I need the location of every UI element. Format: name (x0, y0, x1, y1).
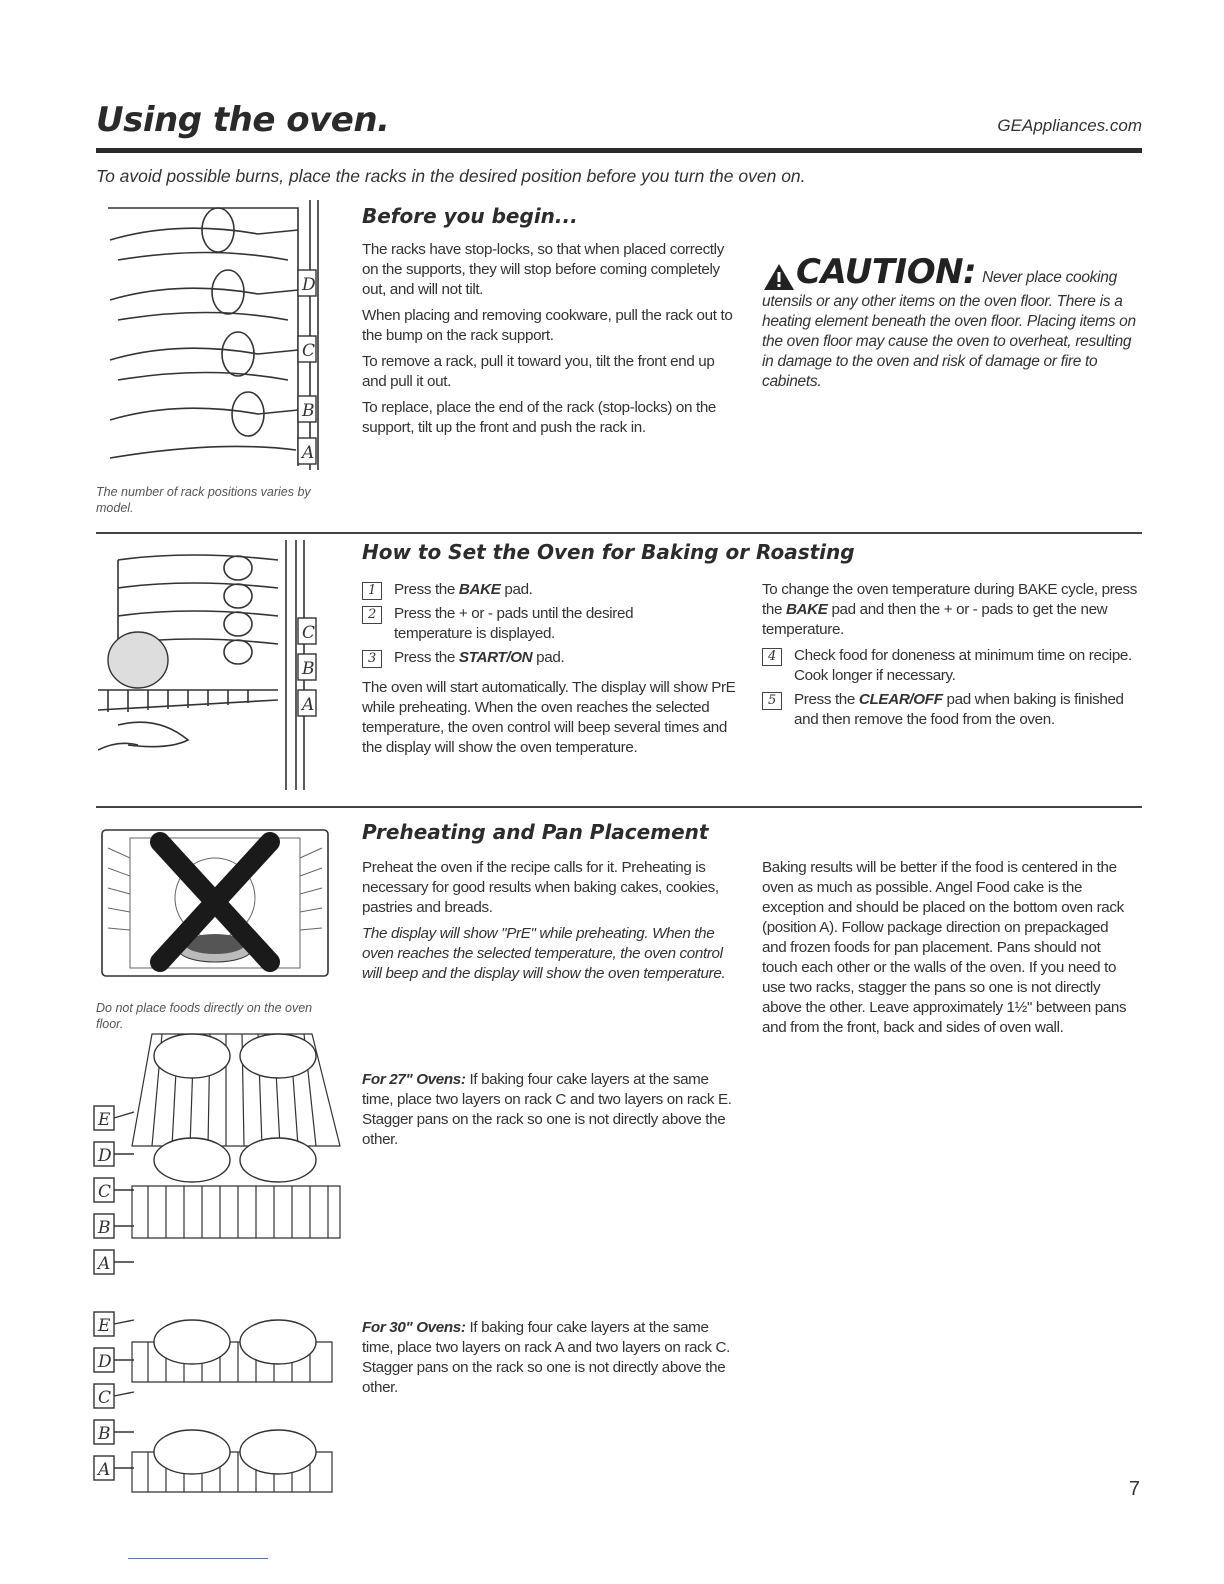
oven-baking-illustration (98, 540, 338, 790)
paragraph: Preheat the oven if the recipe calls for it. Preheating is necessary for good results when baking cakes, cookies, pastries and breads. (362, 859, 719, 916)
rack-label-b: B (98, 1424, 111, 1444)
oven-27-instructions: If baking four cake layers at the same time, place two layers on rack C and two layers on rack E. Stagger pans on the rack so one is not directly above the other. (362, 1071, 732, 1148)
oven-floor-warning-illustration (100, 828, 330, 978)
rack-label-a: A (302, 443, 315, 463)
paragraph: To replace, place the end of the rack (stop-locks) on the support, tilt up the front and push the rack in. (362, 399, 717, 436)
caution-text: utensils or any other items on the oven floor. There is a heating element beneath the oven floor. Placing items on the oven floor may cause the oven to overheat, resulting in damage to the oven and risk of damage or fire to cabinets. (762, 293, 1136, 390)
rack-label-b: B (302, 401, 315, 421)
step-number: 1 (362, 582, 382, 600)
rack-figure-caption: The number of rack positions varies by model. (96, 485, 311, 515)
section-divider (96, 806, 1142, 808)
warning-triangle-icon (762, 262, 796, 292)
rack-label-d: D (302, 275, 316, 295)
caution-box (762, 252, 1142, 392)
oven-30-text (362, 1318, 737, 1404)
baking-heading: How to Set the Oven for Baking or Roasting (362, 540, 855, 564)
caution-word: CAUTION: (796, 252, 977, 292)
oven-27-label: For 27" Ovens: (362, 1071, 466, 1088)
preheating-heading: Preheating and Pan Placement (362, 820, 709, 844)
before-you-begin-text (362, 240, 742, 444)
step-text: Check food for doneness at minimum time on recipe. Cook longer if necessary. (794, 647, 1132, 684)
footer-line (128, 1558, 268, 1559)
oven-27-text (362, 1070, 737, 1156)
step-5 (762, 690, 1142, 730)
step-number: 3 (362, 650, 382, 668)
step-text: Press the BAKE pad. (394, 581, 533, 598)
oven-30-instructions: If baking four cake layers at the same time, place two layers on rack A and two layers on rack C. Stagger pans on the rack so one is not directly above the other. (362, 1319, 730, 1396)
step-3 (362, 648, 742, 668)
oven-27-rack-illustration (92, 1026, 342, 1282)
rack-label-d: D (98, 1352, 112, 1372)
baking-steps-left (362, 580, 742, 764)
rack-label-e: E (98, 1110, 111, 1130)
step-4 (762, 646, 1142, 686)
rack-label-c: C (98, 1182, 112, 1202)
page-number: 7 (1128, 1478, 1140, 1500)
rack-stop-lock-illustration (98, 200, 338, 472)
paragraph: The racks have stop-locks, so that when placed correctly on the supports, they will stop before coming completely out, and will not tilt. (362, 241, 724, 298)
step-text: Press the START/ON pad. (394, 649, 565, 666)
header-rule (96, 148, 1142, 153)
rack-label-e: E (98, 1316, 111, 1336)
preheating-left-text (362, 858, 737, 990)
preheating-right-text (762, 858, 1132, 1044)
paragraph: The display will show "PrE" while preheating. When the oven reaches the selected temperature, the oven control will beep and the display will show the oven temperature. (362, 925, 726, 982)
rack-label-a: A (98, 1254, 111, 1274)
step-number: 5 (762, 692, 782, 710)
rack-label-a: A (98, 1460, 111, 1480)
step-text: Press the CLEAR/OFF pad when baking is finished and then remove the food from the oven. (794, 691, 1124, 728)
paragraph: To remove a rack, pull it toward you, tilt the front end up and pull it out. (362, 353, 715, 390)
baking-paragraph: The oven will start automatically. The display will show PrE while preheating. When the oven reaches the selected temperature, the oven control will beep several times and the display will show the oven temperature. (362, 679, 736, 756)
step-number: 4 (762, 648, 782, 666)
rack-label-d: D (98, 1146, 112, 1166)
rack-label-b: B (302, 659, 315, 679)
change-temp-text: To change the oven temperature during BAKE cycle, press the BAKE pad and then the + or - pads to get the new temperature. (762, 581, 1138, 638)
caution-lead: Never place cooking (982, 269, 1117, 286)
step-2 (362, 604, 742, 644)
rack-label-c: C (302, 623, 316, 643)
step-1 (362, 580, 742, 600)
paragraph: When placing and removing cookware, pull the rack out to the bump on the rack support. (362, 307, 733, 344)
section-divider (96, 532, 1142, 534)
before-you-begin-heading: Before you begin... (362, 204, 578, 228)
intro-text: To avoid possible burns, place the racks in the desired position before you turn the oven on. (96, 166, 806, 186)
step-number: 2 (362, 606, 382, 624)
oven-30-rack-illustration (92, 1302, 342, 1498)
page-title: Using the oven. (96, 100, 390, 140)
rack-label-c: C (302, 341, 316, 361)
rack-label-c: C (98, 1388, 112, 1408)
paragraph: Baking results will be better if the food is centered in the oven as much as possible. Angel Food cake is the exception and should be placed on the bottom oven rack (position A). Follow package direction on prepackaged and frozen foods for pan placement. Pans should not touch each other or the walls of the oven. If you need to use two racks, stagger the pans so one is not directly above the other. Leave approximately 1½" between pans and from the front, back and sides of oven wall. (762, 859, 1127, 1036)
baking-steps-right (762, 580, 1142, 734)
rack-label-a: A (302, 695, 315, 715)
oven-30-label: For 30" Ovens: (362, 1319, 466, 1336)
rack-label-b: B (98, 1218, 111, 1238)
website-url: GEAppliances.com (997, 116, 1142, 135)
oven-floor-caption: Do not place foods directly on the oven floor. (96, 1001, 313, 1031)
step-text: Press the + or - pads until the desired temperature is displayed. (394, 605, 634, 642)
